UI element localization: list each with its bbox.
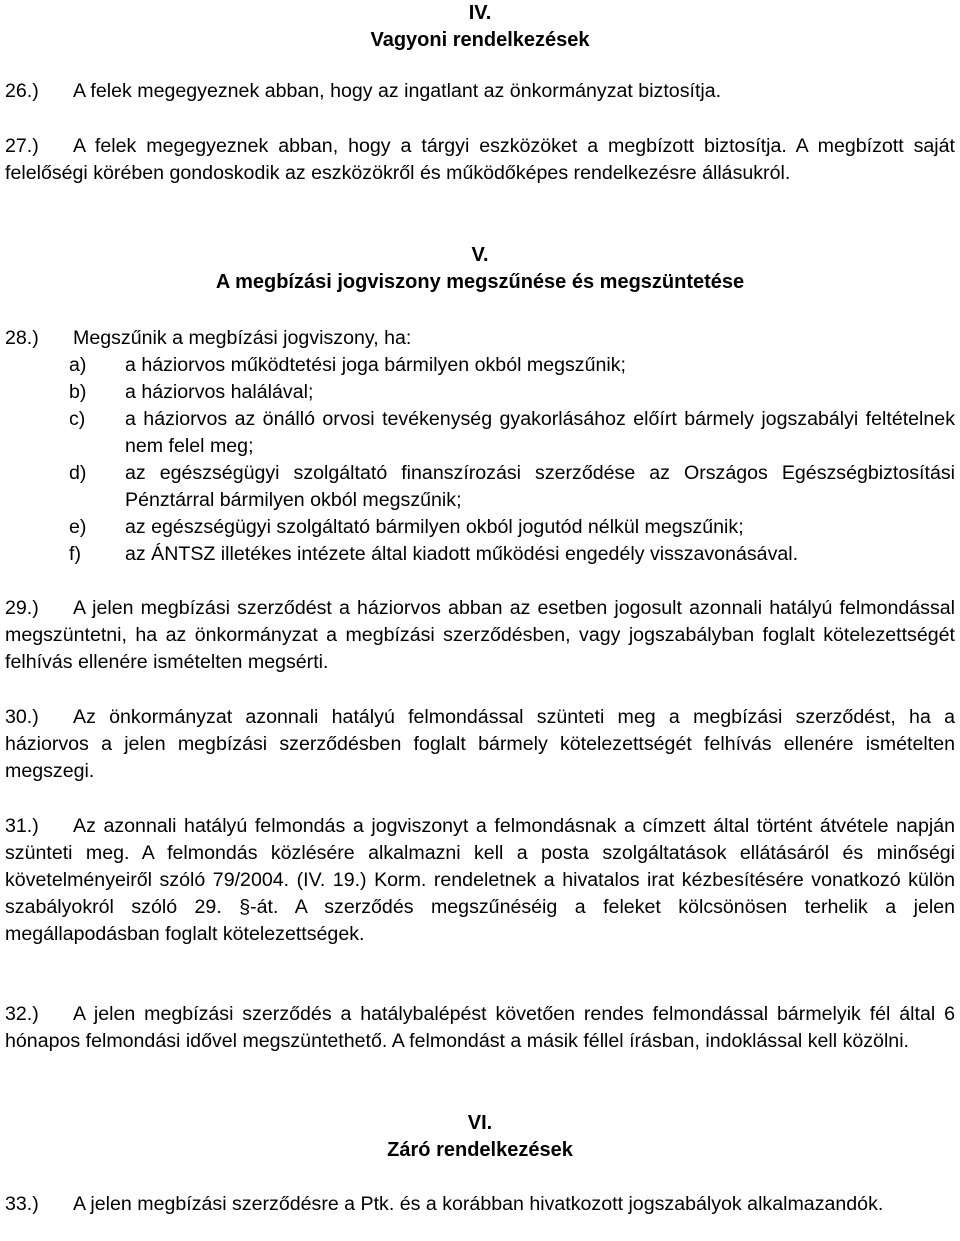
section-4-title: Vagyoni rendelkezések bbox=[370, 29, 590, 51]
list-item-text: a háziorvos az önálló orvosi tevékenység gyakorlásához előírt bármely jogszabályi feltételnek nem felel meg; bbox=[125, 408, 955, 457]
section-6-roman: VI. bbox=[467, 1112, 493, 1134]
list-item bbox=[5, 514, 955, 541]
paragraph-text: A jelen megbízási szerződés a hatálybalépést követően rendes felmondással bármelyik fél által 6 hónapos felmondási idővel megszüntethető. A felmondást a másik féllel írásban, indoklással kell közölni. bbox=[5, 1003, 955, 1052]
section-5-roman: V. bbox=[471, 244, 489, 266]
paragraph-intro bbox=[5, 325, 955, 352]
paragraph-text: Megszűnik a megbízási jogviszony, ha: bbox=[73, 327, 412, 349]
list-item-text: az egészségügyi szolgáltató bármilyen okból jogutód nélkül megszűnik; bbox=[125, 516, 744, 538]
list-item bbox=[5, 379, 955, 406]
paragraph-text: A jelen megbízási szerződésre a Ptk. és a korábban hivatkozott jogszabályok alkalmazandók. bbox=[73, 1193, 884, 1215]
list-item bbox=[5, 352, 955, 379]
section-6-title: Záró rendelkezések bbox=[387, 1139, 573, 1161]
paragraph-text: A jelen megbízási szerződést a háziorvos abban az esetben jogosult azonnali hatályú felmondással megszüntetni, ha az önkormányzat a megbízási szerződésben, vagy jogszabályban foglalt kötelezettségét felhívás ellenére ismételten megsérti. bbox=[5, 597, 955, 673]
list-item bbox=[5, 541, 955, 568]
paragraph-number: 28.) bbox=[5, 327, 39, 349]
section-5-title: A megbízási jogviszony megszűnése és megszüntetése bbox=[215, 271, 745, 293]
list-item-label: d) bbox=[69, 462, 87, 484]
list-item-label: c) bbox=[69, 408, 86, 430]
list-item-label: e) bbox=[69, 516, 87, 538]
list-item-text: az egészségügyi szolgáltató finanszírozási szerződése az Országos Egészségbiztosítási Pénztárral bármilyen okból megszűnik; bbox=[125, 462, 955, 511]
list-item-text: a háziorvos működtetési joga bármilyen okból megszűnik; bbox=[125, 354, 626, 376]
paragraph-number: 33.) bbox=[5, 1193, 39, 1215]
paragraph-text: A felek megegyeznek abban, hogy a tárgyi eszközöket a megbízott biztosítja. A megbízott saját felelőségi körében gondoskodik az eszközökről és működőképes rendelkezésre állásukról. bbox=[5, 135, 955, 184]
list-item bbox=[5, 406, 955, 460]
list-item-text: az ÁNTSZ illetékes intézete által kiadott működési engedély visszavonásával. bbox=[125, 543, 799, 565]
list-item-label: a) bbox=[69, 354, 87, 376]
paragraph-29 bbox=[5, 595, 955, 676]
list-item bbox=[5, 460, 955, 514]
paragraph-number: 32.) bbox=[5, 1003, 39, 1025]
paragraph-32 bbox=[5, 1001, 955, 1055]
list-item-label: b) bbox=[69, 381, 87, 403]
paragraph-number: 31.) bbox=[5, 815, 39, 837]
paragraph-30 bbox=[5, 704, 955, 785]
section-6-heading bbox=[5, 1110, 955, 1164]
paragraph-number: 30.) bbox=[5, 706, 39, 728]
paragraph-28 bbox=[5, 325, 955, 568]
paragraph-31 bbox=[5, 813, 955, 948]
section-4-roman: IV. bbox=[468, 2, 492, 24]
paragraph-26 bbox=[5, 78, 955, 105]
section-4-heading bbox=[5, 0, 955, 54]
paragraph-number: 29.) bbox=[5, 597, 39, 619]
list-item-label: f) bbox=[69, 543, 81, 565]
paragraph-text: A felek megegyeznek abban, hogy az ingatlant az önkormányzat biztosítja. bbox=[73, 80, 722, 102]
paragraph-number: 26.) bbox=[5, 80, 39, 102]
termination-conditions-list bbox=[5, 352, 955, 568]
paragraph-text: Az önkormányzat azonnali hatályú felmondással szünteti meg a megbízási szerződést, ha a háziorvos a jelen megbízási szerződésben foglalt bármely kötelezettségét felhívás ellenére ismételten megszegi. bbox=[5, 706, 955, 782]
section-5-heading bbox=[5, 242, 955, 296]
paragraph-27 bbox=[5, 133, 955, 187]
list-item-text: a háziorvos halálával; bbox=[125, 381, 314, 403]
paragraph-text: Az azonnali hatályú felmondás a jogviszonyt a felmondásnak a címzett által történt átvétele napján szünteti meg. A felmondás közlésére alkalmazni kell a posta szolgáltatások ellátásáról és minőségi követelményeiről szóló 79/2004. (IV. 19.) Korm. rendeletnek a hivatalos irat kézbesítésére vonatkozó külön szabályokról szóló 29. §-át. A szerződés megszűnéséig a feleket kölcsönösen terhelik a jelen megállapodásban foglalt kötelezettségek. bbox=[5, 815, 955, 945]
paragraph-33 bbox=[5, 1191, 955, 1218]
paragraph-number: 27.) bbox=[5, 135, 39, 157]
